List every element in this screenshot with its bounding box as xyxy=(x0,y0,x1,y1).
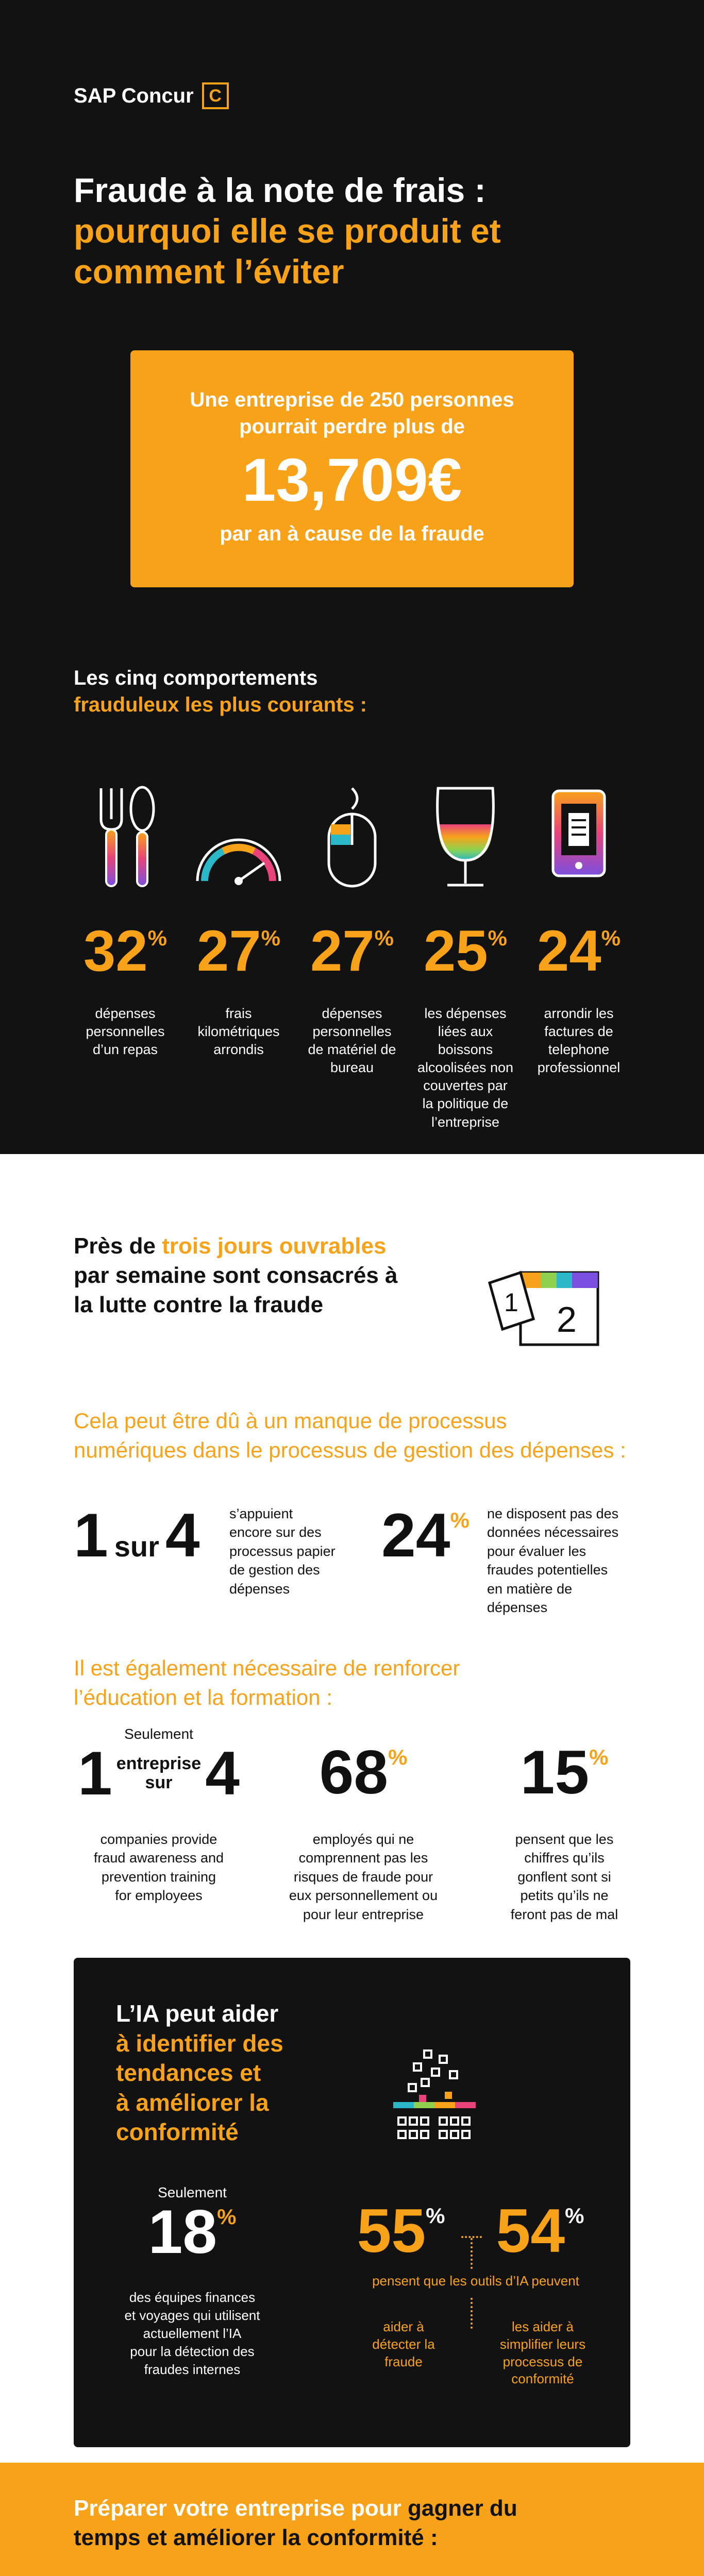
ai-stat1-value: 18 xyxy=(148,2197,217,2266)
stat-meals-value: 32 xyxy=(83,919,148,983)
caption-line: feront pas de mal xyxy=(510,1906,618,1922)
education-stat1-mid-bot: sur xyxy=(145,1773,173,1792)
ai-title-line5: conformité xyxy=(116,2119,239,2145)
stat-alcohol-caption: couvertes par xyxy=(423,1078,508,1094)
days-prefix: Près de xyxy=(74,1233,162,1259)
ai-stat3-value: 54 xyxy=(496,2196,565,2265)
ai-title-line4: à améliorer la xyxy=(116,2089,269,2116)
behaviors-title xyxy=(74,665,367,718)
stat-office-caption: de matériel de xyxy=(308,1042,396,1058)
caption-line: fraude xyxy=(384,2353,423,2369)
ai-stat2-unit: % xyxy=(426,2204,445,2228)
calendar-icon xyxy=(484,1262,608,1358)
ai-stat3-caption xyxy=(491,2318,594,2388)
education-stat3-value: 15 xyxy=(520,1738,590,1807)
stat-office-caption: dépenses xyxy=(322,1006,382,1021)
stat-meals-caption: personnelles xyxy=(86,1024,165,1040)
stat-mileage-caption: frais xyxy=(225,1006,252,1021)
caption-line: dépenses xyxy=(487,1600,548,1616)
ai-stat2-caption xyxy=(362,2318,445,2370)
process-intro-line2: numériques dans le processus de gestion des dépenses : xyxy=(74,1437,626,1462)
caption-line: aider à xyxy=(383,2319,424,2334)
prepare-line2: temps et améliorer la conformité : xyxy=(74,2525,438,2551)
process-stat2-value: 24 xyxy=(381,1501,450,1570)
stat-mileage-value: 27 xyxy=(197,919,261,983)
stat-phone-unit: % xyxy=(601,926,621,950)
stat-phone xyxy=(527,919,630,1077)
caption-line: simplifier leurs xyxy=(499,2336,586,2352)
process-stat2-unit: % xyxy=(450,1508,470,1532)
stat-office-caption: bureau xyxy=(330,1060,374,1076)
stat-phone-caption: factures de xyxy=(544,1024,613,1040)
mouse-icon xyxy=(300,783,404,891)
stat-phone-caption: arrondir les xyxy=(544,1006,614,1021)
stat-phone-value: 24 xyxy=(537,919,601,983)
page-title xyxy=(74,170,589,293)
education-stat1 xyxy=(74,1726,244,1905)
stat-alcohol-caption: l’entreprise xyxy=(431,1114,500,1130)
caption-line: pour la détection des xyxy=(130,2344,255,2360)
ai-shared-caption: pensent que les outils d’IA peuvent xyxy=(372,2273,579,2289)
caption-line: fraudes internes xyxy=(144,2362,241,2378)
education-intro-line2: l’éducation et la formation : xyxy=(74,1685,332,1709)
caption-line: prevention training xyxy=(101,1869,216,1885)
caption-line: gonflent sont si xyxy=(517,1869,611,1885)
connector-line xyxy=(471,2238,473,2269)
stat-mileage-caption: kilométriques xyxy=(197,1024,280,1040)
stat-meals-caption: d’un repas xyxy=(92,1042,158,1058)
brand-name: SAP Concur xyxy=(74,84,194,107)
ai-stat1-label: Seulement xyxy=(158,2184,227,2200)
education-stat1-b: 4 xyxy=(205,1739,240,1808)
ai-title-line1: L’IA peut aider xyxy=(116,2000,279,2027)
days-highlight: trois jours ouvrables xyxy=(162,1233,387,1259)
process-intro xyxy=(74,1406,641,1465)
brand-mark-icon: C xyxy=(202,82,229,109)
days-line3: la lutte contre la fraude xyxy=(74,1292,324,1318)
caption-line: chiffres qu’ils xyxy=(524,1850,605,1866)
caption-line: fraud awareness and xyxy=(93,1850,224,1866)
headline-line1: Fraude à la note de frais : xyxy=(74,171,486,209)
caption-line: comprennent pas les xyxy=(298,1850,428,1866)
caption-line: pour leur entreprise xyxy=(303,1906,424,1922)
process-stat2 xyxy=(381,1501,470,1570)
stat-mileage xyxy=(187,919,290,1059)
cal-1: 1 xyxy=(504,1288,518,1317)
speedometer-icon xyxy=(187,824,290,891)
stat-meals-unit: % xyxy=(147,926,167,950)
education-stat3 xyxy=(487,1738,642,1924)
stat-phone-caption: professionnel xyxy=(537,1060,621,1076)
stat-office-caption: personnelles xyxy=(312,1024,392,1040)
process-stat1-a: 1 xyxy=(74,1501,108,1570)
education-stat1-label: Seulement xyxy=(124,1726,193,1742)
headline-line3: comment l’éviter xyxy=(74,252,344,291)
cal-2: 2 xyxy=(557,1299,577,1340)
caption-line: actuellement l’IA xyxy=(143,2326,242,2342)
phone-icon xyxy=(527,788,630,881)
education-stat2-unit: % xyxy=(388,1745,408,1769)
caption-line: détecter la xyxy=(372,2336,435,2352)
process-stat1-mid: sur xyxy=(114,1530,159,1563)
headline-line2: pourquoi elle se produit et xyxy=(74,212,501,250)
caption-line: fraudes potentielles xyxy=(487,1562,608,1578)
caption-line: for employees xyxy=(115,1888,203,1904)
education-intro-line1: Il est également nécessaire de renforcer xyxy=(74,1656,460,1680)
caption-line: les aider à xyxy=(512,2319,574,2334)
stat-alcohol-caption: la politique de xyxy=(422,1096,509,1112)
stat-office-value: 27 xyxy=(310,919,375,983)
prepare-line1-white: Préparer votre entreprise pour xyxy=(74,2496,408,2521)
stat-alcohol-caption: alcoolisées non xyxy=(417,1060,514,1076)
process-stat2-caption xyxy=(487,1504,618,1617)
prepare-line1-dark: gagner du xyxy=(408,2496,517,2521)
stat-alcohol xyxy=(414,919,517,1131)
stat-alcohol-value: 25 xyxy=(424,919,488,983)
ai-title-line3: tendances et xyxy=(116,2059,261,2086)
ai-stat2 xyxy=(337,2196,465,2265)
education-stat1-mid-top: entreprise xyxy=(116,1753,202,1773)
promo-line1: Une entreprise de 250 personnes xyxy=(190,388,514,411)
ai-title xyxy=(116,1999,283,2147)
ai-card xyxy=(74,1958,630,2447)
stat-mileage-unit: % xyxy=(261,926,280,950)
caption-line: processus papier xyxy=(229,1543,336,1559)
stat-alcohol-caption: les dépenses xyxy=(424,1006,507,1021)
process-stat1 xyxy=(74,1501,200,1570)
caption-line: pour évaluer les xyxy=(487,1543,586,1559)
process-stat1-b: 4 xyxy=(165,1501,200,1570)
caption-line: pensent que les xyxy=(515,1832,614,1847)
education-stat2-value: 68 xyxy=(319,1738,389,1807)
ai-stat1 xyxy=(105,2184,280,2379)
brand-logo[interactable] xyxy=(74,82,229,109)
caption-line: conformité xyxy=(511,2371,574,2387)
promo-line3: par an à cause de la fraude xyxy=(220,522,484,545)
stat-meals xyxy=(74,919,177,1059)
stat-mileage-caption: arrondis xyxy=(213,1042,264,1058)
ai-data-icon xyxy=(378,2045,491,2151)
process-intro-line1: Cela peut être dû à un manque de processus xyxy=(74,1409,507,1433)
ai-stat3 xyxy=(476,2196,605,2265)
caption-line: en matière de xyxy=(487,1581,573,1597)
caption-line: des équipes finances xyxy=(129,2290,256,2305)
caption-line: ne disposent pas des xyxy=(487,1506,619,1521)
education-stat3-unit: % xyxy=(589,1745,609,1769)
caption-line: et voyages qui utilisent xyxy=(124,2308,260,2324)
caption-line: employés qui ne xyxy=(312,1832,414,1847)
prepare-title xyxy=(74,2494,641,2552)
stat-alcohol-caption: boissons xyxy=(438,1042,493,1058)
ai-stat1-unit: % xyxy=(217,2205,237,2229)
fraud-cost-box xyxy=(130,350,574,587)
education-stat2 xyxy=(278,1738,448,1924)
ai-stat3-unit: % xyxy=(565,2204,584,2228)
ai-stat2-value: 55 xyxy=(357,2196,426,2265)
behaviors-title-line1: Les cinq comportements xyxy=(74,667,318,689)
stat-office xyxy=(300,919,404,1077)
connector-line xyxy=(471,2298,473,2329)
cutlery-icon xyxy=(74,783,177,891)
ai-title-line2: à identifier des xyxy=(116,2029,283,2057)
stat-alcohol-caption: liées aux xyxy=(438,1024,493,1040)
caption-line: companies provide xyxy=(100,1832,217,1847)
behaviors-title-line2: frauduleux les plus courants : xyxy=(74,693,367,716)
stat-phone-caption: telephone xyxy=(548,1042,610,1058)
stat-alcohol-unit: % xyxy=(488,926,507,950)
caption-line: dépenses xyxy=(229,1581,290,1597)
stat-office-unit: % xyxy=(374,926,394,950)
caption-line: processus de xyxy=(502,2353,583,2369)
education-stat1-a: 1 xyxy=(78,1739,112,1808)
caption-line: eux personnellement ou xyxy=(289,1888,438,1904)
caption-line: données nécessaires xyxy=(487,1524,619,1540)
days-text xyxy=(74,1231,486,1320)
promo-line2: pourrait perdre plus de xyxy=(239,415,465,438)
caption-line: petits qu’ils ne xyxy=(520,1888,609,1904)
caption-line: risques de fraude pour xyxy=(293,1869,433,1885)
days-line2: par semaine sont consacrés à xyxy=(74,1263,398,1289)
caption-line: s’appuient xyxy=(229,1506,293,1521)
stat-meals-caption: dépenses xyxy=(95,1006,156,1021)
wine-glass-icon xyxy=(414,783,517,891)
caption-line: encore sur des xyxy=(229,1524,322,1540)
education-intro xyxy=(74,1654,641,1712)
caption-line: de gestion des xyxy=(229,1562,320,1578)
process-stat1-caption xyxy=(229,1504,336,1598)
promo-amount: 13,709€ xyxy=(242,446,462,514)
